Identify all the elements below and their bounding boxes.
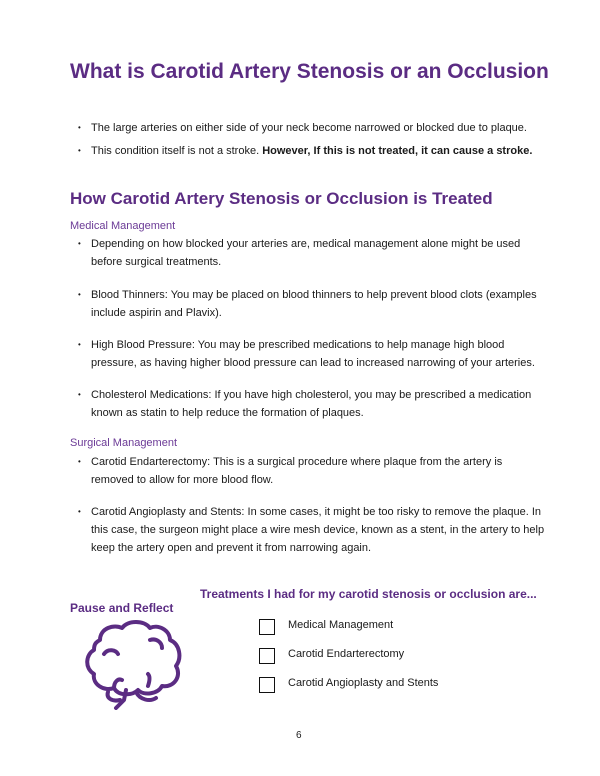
list-item: [78, 336, 548, 372]
bullet-bold-text: However, If this is not treated, it can cause a stroke.: [262, 145, 533, 157]
bullet-icon: •: [78, 457, 81, 466]
bullet-icon: •: [78, 146, 81, 155]
bullet-icon: •: [78, 239, 81, 248]
list-item-text: High Blood Pressure: You may be prescribed medications to help manage high blood pressure, as having higher blood pressure can lead to increased narrowing of your arteries.: [91, 339, 535, 369]
checkbox[interactable]: [259, 619, 275, 635]
medical-management-heading: Medical Management: [70, 220, 176, 232]
checkbox-label: Carotid Angioplasty and Stents: [288, 677, 439, 689]
surgical-management-heading: Surgical Management: [70, 437, 178, 449]
list-item-text: Depending on how blocked your arteries are, medical management alone might be used before surgical treatments.: [91, 238, 521, 268]
treatments-question: Treatments I had for my carotid stenosis or occlusion are...: [200, 587, 537, 601]
page-title: What is Carotid Artery Stenosis or an Occlusion: [70, 60, 549, 83]
list-item: [78, 286, 548, 322]
section-heading: How Carotid Artery Stenosis or Occlusion is Treated: [70, 189, 493, 208]
list-item: [78, 503, 548, 557]
bullet-text: The large arteries on either side of your neck become narrowed or blocked due to plaque.: [91, 122, 527, 134]
list-item: [78, 453, 548, 489]
bullet-icon: •: [78, 290, 81, 299]
bullet-icon: •: [78, 340, 81, 349]
brain-icon: [78, 618, 188, 710]
bullet-icon: •: [78, 507, 81, 516]
list-item-text: Carotid Endarterectomy: This is a surgical procedure where plaque from the artery is removed to allow for more blood flow.: [91, 456, 503, 486]
page-number: 6: [296, 730, 302, 741]
bullet-text: This condition itself is not a stroke.: [91, 145, 263, 157]
list-item-text: Cholesterol Medications: If you have high cholesterol, you may be prescribed a medication known as statin to help reduce the formation of plaques.: [91, 389, 532, 419]
checkbox[interactable]: [259, 677, 275, 693]
list-item: [78, 386, 548, 422]
checkbox-label: Medical Management: [288, 619, 394, 631]
checkbox[interactable]: [259, 648, 275, 664]
bullet-icon: •: [78, 390, 81, 399]
list-item-text: Carotid Angioplasty and Stents: In some cases, it might be too risky to remove the plaque. In this case, the surgeon might place a wire mesh device, known as a stent, in the artery to help keep the artery open and prevent it from narrowing again.: [91, 506, 545, 554]
bullet-icon: •: [78, 123, 81, 132]
list-item-text: Blood Thinners: You may be placed on blood thinners to help prevent blood clots (examples include aspirin and Plavix).: [91, 289, 537, 319]
checkbox-label: Carotid Endarterectomy: [288, 648, 405, 660]
pause-and-reflect-label: Pause and Reflect: [70, 601, 174, 615]
list-item: [78, 235, 548, 271]
